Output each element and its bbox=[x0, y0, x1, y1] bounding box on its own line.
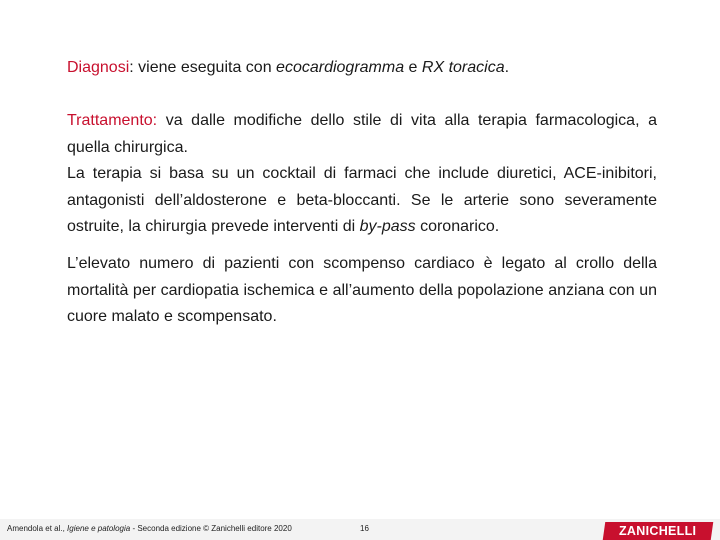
diagnosis-text-end: . bbox=[504, 59, 510, 76]
treatment-paragraph bbox=[67, 108, 657, 241]
footer-credit bbox=[7, 524, 292, 533]
treatment-text-1: va dalle modifiche dello stile di vita alla terapia farmacologica, a quella chirurgica. bbox=[67, 112, 657, 156]
diagnosis-text-before: viene eseguita con bbox=[133, 59, 277, 76]
diagnosis-text-mid: e bbox=[404, 59, 422, 76]
publisher-logo-text: ZANICHELLI bbox=[619, 524, 697, 538]
diagnosis-term-ecocardiogram: ecocardiogramma bbox=[276, 59, 405, 76]
treatment-label: Trattamento bbox=[67, 112, 153, 129]
treatment-term-bypass: by-pass bbox=[359, 218, 416, 235]
closing-text: L’elevato numero di pazienti con scompenso cardiaco è legato al crollo della mortalità per cardiopatia ischemica e all’aumento della popolazione anziana con un cuore malato e scompensato. bbox=[67, 255, 657, 325]
page-number: 16 bbox=[360, 524, 369, 533]
publisher-logo bbox=[603, 522, 714, 540]
diagnosis-colon: : bbox=[129, 59, 134, 76]
treatment-text-2a: La terapia si basa su un cocktail di farmaci che include diuretici, ACE-inibitori, antagonisti dell’aldosterone e beta-bloccanti. Se le arterie sono severamente ostruite, la chirurgia prevede interventi di bbox=[67, 165, 657, 235]
footer-credit-suffix: - Seconda edizione © Zanichelli editore 2020 bbox=[130, 524, 292, 533]
footer-credit-title: Igiene e patologia bbox=[67, 524, 131, 533]
diagnosis-paragraph bbox=[67, 55, 657, 82]
treatment-text-2b: coronarico. bbox=[415, 218, 500, 235]
diagnosis-label: Diagnosi bbox=[67, 59, 130, 76]
footer-credit-prefix: Amendola et al., bbox=[7, 524, 68, 533]
closing-paragraph bbox=[67, 251, 657, 331]
treatment-colon: : bbox=[152, 112, 158, 129]
diagnosis-term-xray: RX toracica bbox=[421, 59, 505, 76]
